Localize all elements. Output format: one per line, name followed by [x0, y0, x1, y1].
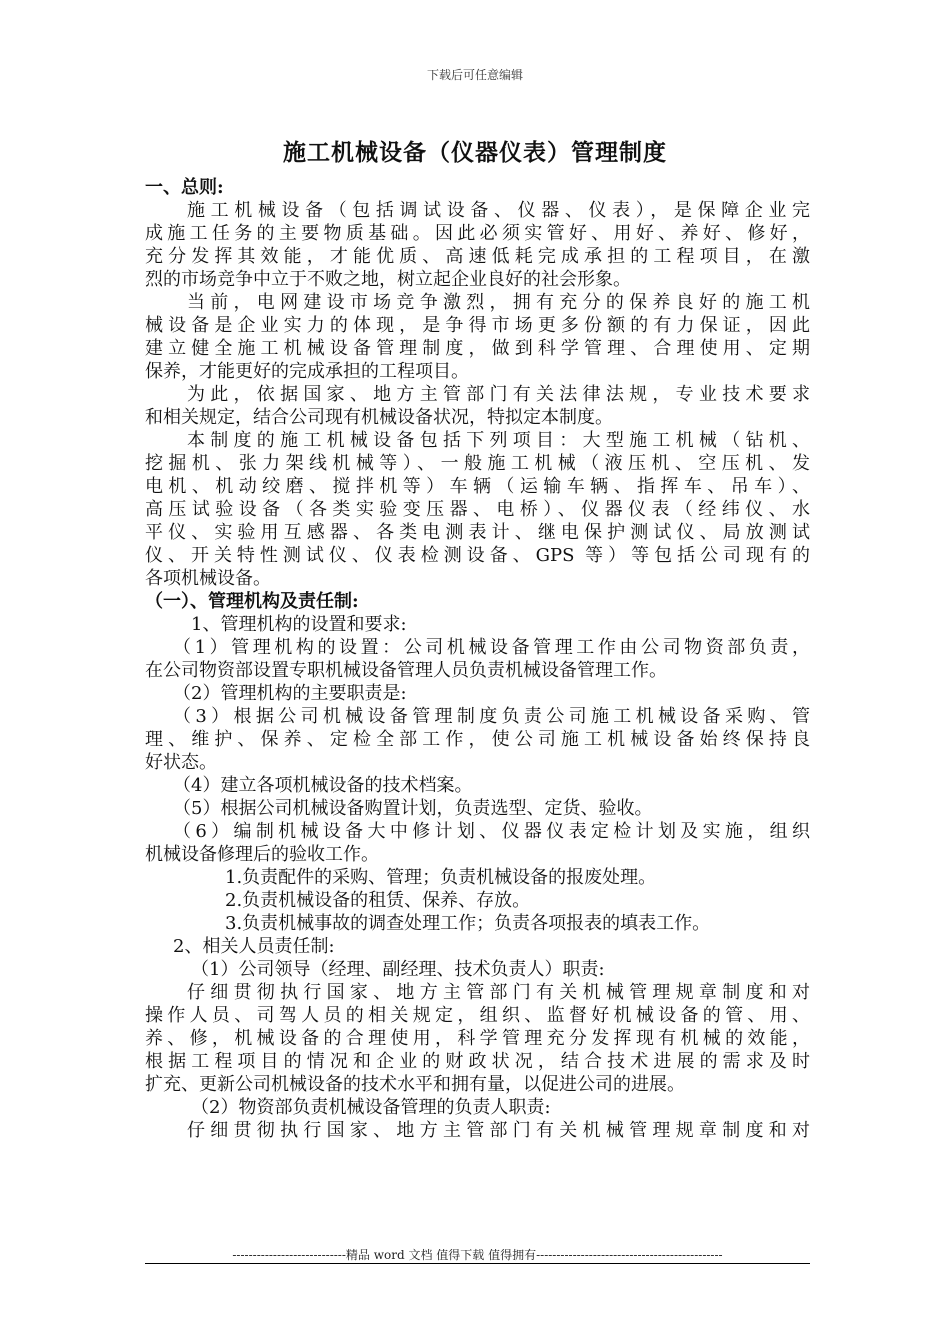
text-line: 扩充、更新公司机械设备的技术水平和拥有量，以促进公司的进展。: [145, 1074, 685, 1095]
text-line: 理、维护、保养、定检全部工作，使公司施工机械设备始终保持良: [145, 729, 810, 750]
text-line: 各项机械设备。: [145, 568, 271, 589]
text-line: 好状态。: [145, 752, 217, 773]
text-line: 当前，电网建设市场竞争激烈，拥有充分的保养良好的施工机: [187, 292, 810, 313]
footer-rule: [145, 1263, 810, 1264]
text-line: 仔细贯彻执行国家、地方主管部门有关机械管理规章制度和对: [187, 982, 810, 1003]
text-line: （1）公司领导（经理、副经理、技术负责人）职责:: [191, 959, 605, 980]
document-body: [145, 176, 810, 1142]
text-line: 烈的市场竞争中立于不败之地，树立起企业良好的社会形象。: [145, 269, 631, 290]
text-line: 平仪、实验用互感器、各类电测表计、继电保护测试仪、局放测试: [145, 522, 810, 543]
text-line: 挖掘机、张力架线机械等）、一般施工机械（液压机、空压机、发: [145, 453, 810, 474]
text-line: 3.负责机械事故的调查处理工作；负责各项报表的填表工作。: [225, 913, 711, 934]
text-line: （5）根据公司机械设备购置计划，负责选型、定货、验收。: [173, 798, 653, 819]
document-title: 施工机械设备（仪器仪表）管理制度: [283, 139, 667, 166]
text-line: 电机、机动绞磨、搅拌机等）车辆（运输车辆、指挥车、吊车）、: [145, 476, 810, 497]
text-line: 本制度的施工机械设备包括下列项目：大型施工机械（钻机、: [187, 430, 810, 451]
text-line: （6）编制机械设备大中修计划、仪器仪表定检计划及实施，组织: [173, 821, 810, 842]
text-line: 成施工任务的主要物质基础。因此必须实管好、用好、养好、修好，: [145, 223, 810, 244]
text-line: 机械设备修理后的验收工作。: [145, 844, 379, 865]
text-line: （1）管理机构的设置：公司机械设备管理工作由公司物资部负责，: [173, 637, 810, 658]
text-line: 1.负责配件的采购、管理；负责机械设备的报废处理。: [225, 867, 657, 888]
text-line: （4）建立各项机械设备的技术档案。: [173, 775, 473, 796]
section-heading: （一）、管理机构及责任制:: [145, 591, 359, 612]
text-line: 为此，依据国家、地方主管部门有关法律法规，专业技术要求: [187, 384, 810, 405]
text-line: 1、管理机构的设置和要求:: [191, 614, 407, 635]
text-line: （2）物资部负责机械设备管理的负责人职责:: [191, 1097, 551, 1118]
text-line: 械设备是企业实力的体现，是争得市场更多份额的有力保证，因此: [145, 315, 810, 336]
footer-note: ----------------------------精品 word 文档 值得下载 值得拥有----------------------------------------------: [232, 1248, 723, 1262]
text-line: 仔细贯彻执行国家、地方主管部门有关机械管理规章制度和对: [187, 1120, 810, 1141]
header-note: 下载后可任意编辑: [426, 68, 523, 82]
text-line: 保养，才能更好的完成承担的工程项目。: [145, 361, 469, 382]
text-line: 建立健全施工机械设备管理制度，做到科学管理、合理使用、定期: [145, 338, 810, 359]
text-line: （3）根据公司机械设备管理制度负责公司施工机械设备采购、管: [173, 706, 810, 727]
text-line: 养、修，机械设备的合理使用，科学管理充分发挥现有机械的效能，: [145, 1028, 810, 1049]
text-line: 施工机械设备（包括调试设备、仪器、仪表），是保障企业完: [187, 200, 810, 221]
text-line: （2）管理机构的主要职责是:: [173, 683, 407, 704]
text-line: 充分发挥其效能，才能优质、高速低耗完成承担的工程项目，在激: [145, 246, 810, 267]
text-line: 和相关规定，结合公司现有机械设备状况，特拟定本制度。: [145, 407, 613, 428]
text-line: 根据工程项目的情况和企业的财政状况，结合技术进展的需求及时: [145, 1051, 810, 1072]
text-line: 仪、开关特性测试仪、仪表检测设备、GPS 等）等包括公司现有的: [145, 545, 810, 566]
section-heading: 一、总则:: [145, 177, 224, 198]
text-line: 2、相关人员责任制:: [173, 936, 335, 957]
text-line: 操作人员、司驾人员的相关规定，组织、监督好机械设备的管、用、: [145, 1005, 810, 1026]
text-line: 2.负责机械设备的租赁、保养、存放。: [225, 890, 531, 911]
text-line: 高压试验设备（各类实验变压器、电桥）、仪器仪表（经纬仪、水: [145, 499, 810, 520]
text-line: 在公司物资部设置专职机械设备管理人员负责机械设备管理工作。: [145, 660, 667, 681]
